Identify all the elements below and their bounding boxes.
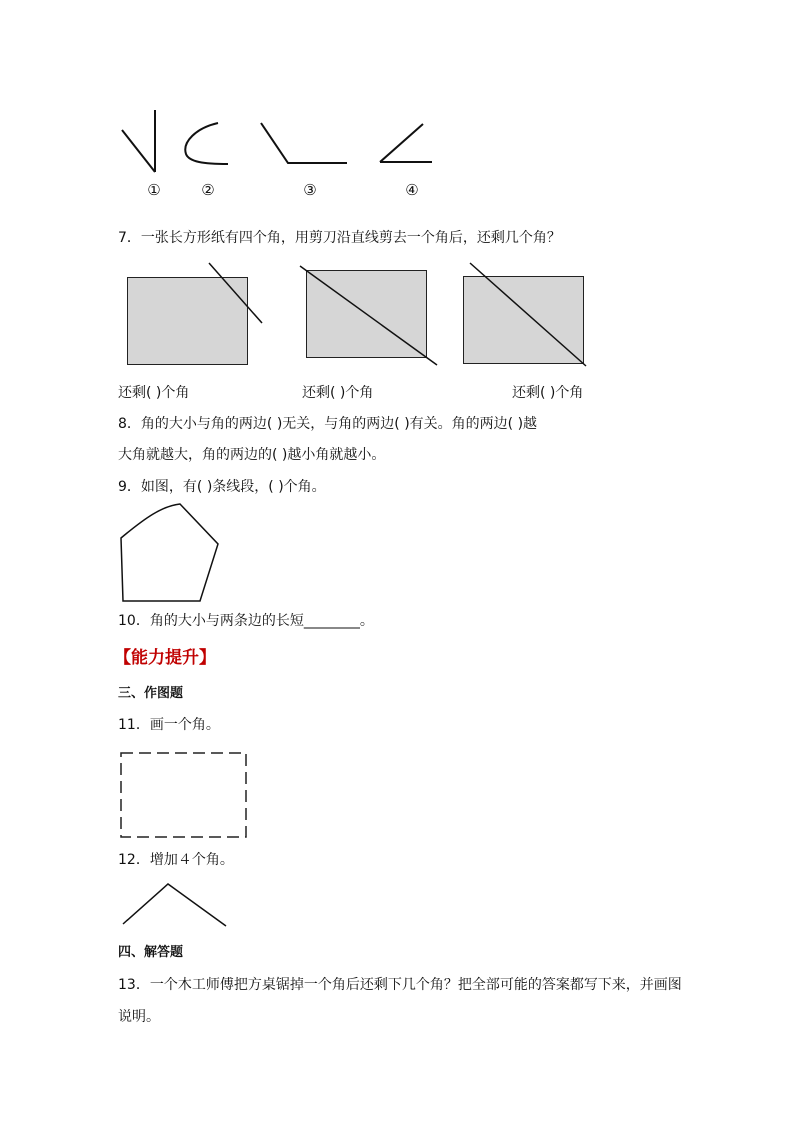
obtuse-angle-figure — [0, 0, 1, 1]
question-13-line-1: 13．一个木工师傅把方桌锯掉一个角后还剩下几个角？把全部可能的答案都写下来，并画图 — [118, 977, 682, 993]
angle-label-1: ① — [147, 181, 161, 199]
question-12: 12．增加４个角。 — [118, 852, 234, 868]
q7-answer-3[interactable]: 还剩( )个角 — [512, 385, 584, 401]
question-13-line-2: 说明。 — [118, 1009, 160, 1025]
question-10: 10．角的大小与两条边的长短________。 — [118, 613, 374, 629]
section-3-title: 三、作图题 — [118, 686, 184, 701]
section-heading: 【能力提升】 — [114, 648, 216, 668]
question-9: 9．如图，有( )条线段，( )个角。 — [118, 479, 326, 495]
q7-answer-1[interactable]: 还剩( )个角 — [118, 385, 190, 401]
angle-label-2: ② — [201, 181, 215, 199]
angle-label-3: ③ — [303, 181, 317, 199]
angle-label-4: ④ — [405, 181, 419, 199]
q7-answer-2[interactable]: 还剩( )个角 — [302, 385, 374, 401]
paper-rect-3 — [463, 276, 584, 364]
paper-rect-1 — [127, 277, 248, 365]
question-8-line-1: 8．角的大小与角的两边( )无关，与角的两边( )有关。角的两边( )越 — [118, 416, 538, 432]
section-4-title: 四、解答题 — [118, 945, 184, 960]
question-8-line-2: 大角就越大，角的两边的( )越小角就越小。 — [118, 447, 386, 463]
question-7: 7．一张长方形纸有四个角，用剪刀沿直线剪去一个角后，还剩几个角？ — [118, 230, 561, 246]
question-11: 11．画一个角。 — [118, 717, 220, 733]
